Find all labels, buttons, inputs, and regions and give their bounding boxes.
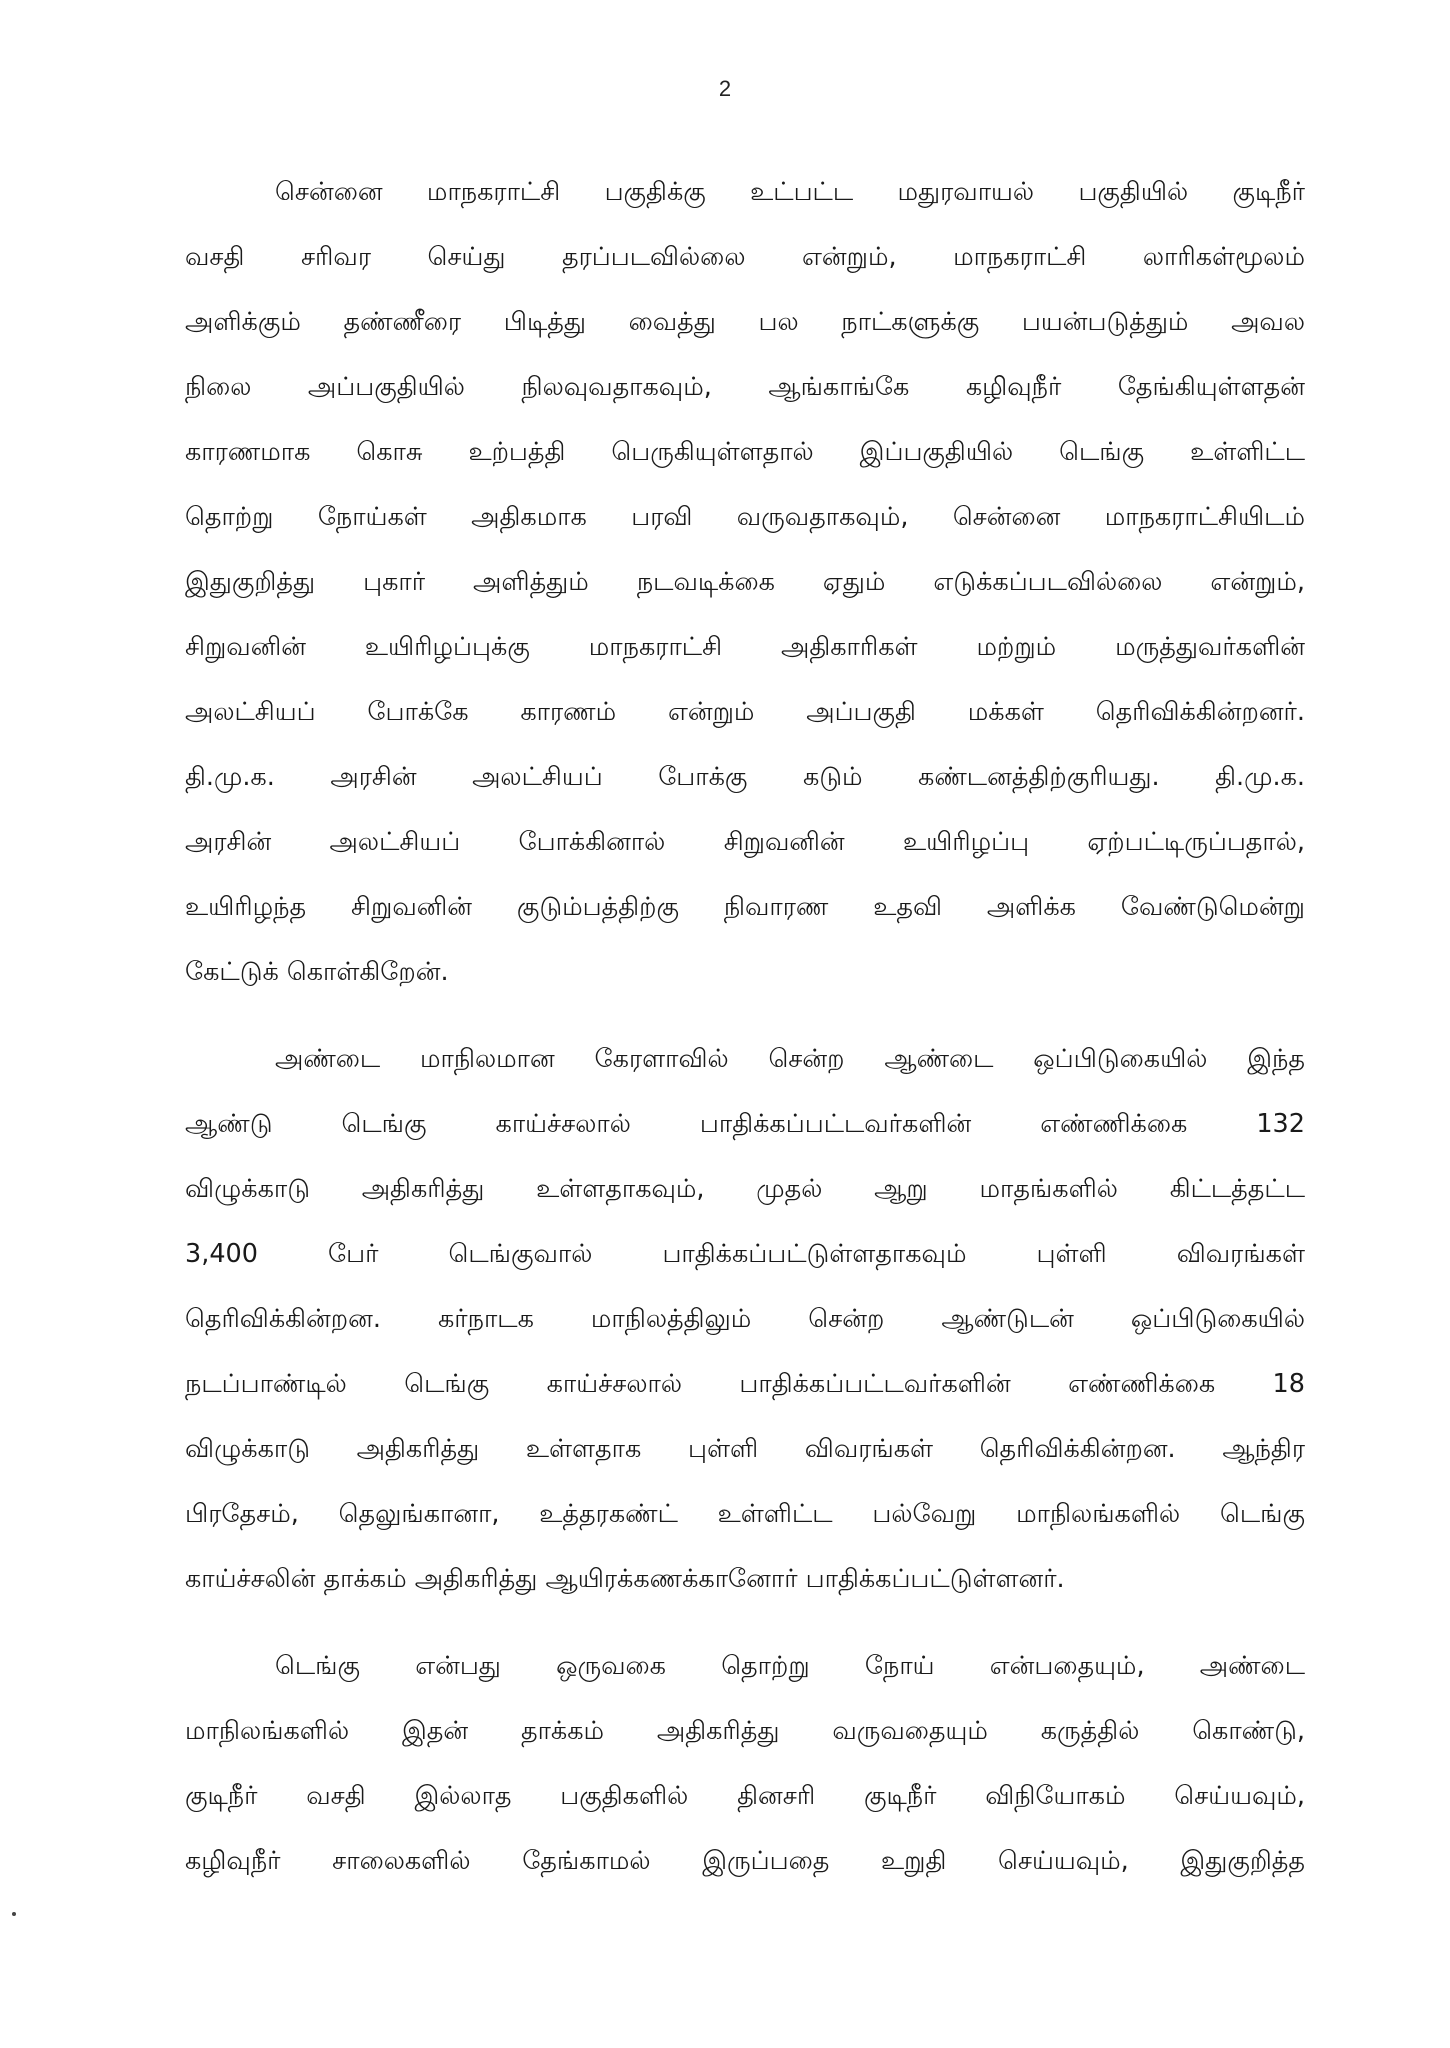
paragraph-2 [185, 1027, 1305, 1612]
text-line: சிறுவனின் உயிரிழப்புக்கு மாநகராட்சி அதிகாரிகள் மற்றும் மருத்துவர்களின் [185, 632, 1305, 662]
text-line: அரசின் அலட்சியப் போக்கினால் சிறுவனின் உயிரிழப்பு ஏற்பட்டிருப்பதால், [185, 827, 1305, 857]
text-line: அளிக்கும் தண்ணீரை பிடித்து வைத்து பல நாட்களுக்கு பயன்படுத்தும் அவல [185, 307, 1305, 337]
text-line: மாநிலங்களில் இதன் தாக்கம் அதிகரித்து வருவதையும் கருத்தில் கொண்டு, [185, 1716, 1305, 1746]
text-line: இதுகுறித்து புகார் அளித்தும் நடவடிக்கை ஏதும் எடுக்கப்படவில்லை என்றும், [185, 567, 1305, 597]
text-line: கேட்டுக் கொள்கிறேன். [185, 957, 449, 987]
text-line: அலட்சியப் போக்கே காரணம் என்றும் அப்பகுதி மக்கள் தெரிவிக்கின்றனர். [185, 697, 1305, 727]
text-line: 3,400 பேர் டெங்குவால் பாதிக்கப்பட்டுள்ளதாகவும் புள்ளி விவரங்கள் [185, 1239, 1305, 1269]
text-line: பிரதேசம், தெலுங்கானா, உத்தரகண்ட் உள்ளிட்ட பல்வேறு மாநிலங்களில் டெங்கு [185, 1499, 1305, 1529]
text-line: விழுக்காடு அதிகரித்து உள்ளதாகவும், முதல் ஆறு மாதங்களில் கிட்டத்தட்ட [185, 1174, 1305, 1204]
text-line: கழிவுநீர் சாலைகளில் தேங்காமல் இருப்பதை உறுதி செய்யவும், இதுகுறித்த [185, 1846, 1305, 1876]
text-line: அண்டை மாநிலமான கேரளாவில் சென்ற ஆண்டை ஒப்பிடுகையில் இந்த [275, 1044, 1305, 1074]
text-line: தி.மு.க. அரசின் அலட்சியப் போக்கு கடும் கண்டனத்திற்குரியது. தி.மு.க. [185, 762, 1305, 792]
body-text [185, 160, 1305, 1894]
text-line: நடப்பாண்டில் டெங்கு காய்ச்சலால் பாதிக்கப்பட்டவர்களின் எண்ணிக்கை 18 [185, 1369, 1305, 1399]
text-line: டெங்கு என்பது ஒருவகை தொற்று நோய் என்பதையும், அண்டை [275, 1651, 1305, 1681]
scan-speck [12, 1912, 16, 1916]
paragraph-3 [185, 1634, 1305, 1894]
text-line: நிலை அப்பகுதியில் நிலவுவதாகவும், ஆங்காங்கே கழிவுநீர் தேங்கியுள்ளதன் [185, 372, 1305, 402]
text-line: காரணமாக கொசு உற்பத்தி பெருகியுள்ளதால் இப்பகுதியில் டெங்கு உள்ளிட்ட [185, 437, 1305, 467]
page-number: 2 [718, 76, 732, 101]
text-line: சென்னை மாநகராட்சி பகுதிக்கு உட்பட்ட மதுரவாயல் பகுதியில் குடிநீர் [275, 177, 1305, 207]
text-line: விழுக்காடு அதிகரித்து உள்ளதாக புள்ளி விவரங்கள் தெரிவிக்கின்றன. ஆந்திர [185, 1434, 1305, 1464]
text-line: உயிரிழந்த சிறுவனின் குடும்பத்திற்கு நிவாரண உதவி அளிக்க வேண்டுமென்று [185, 892, 1305, 922]
text-line: வசதி சரிவர செய்து தரப்படவில்லை என்றும், மாநகராட்சி லாரிகள்மூலம் [185, 242, 1305, 272]
text-line: ஆண்டு டெங்கு காய்ச்சலால் பாதிக்கப்பட்டவர்களின் எண்ணிக்கை 132 [185, 1109, 1305, 1139]
text-line: தொற்று நோய்கள் அதிகமாக பரவி வருவதாகவும், சென்னை மாநகராட்சியிடம் [185, 502, 1305, 532]
paragraph-1 [185, 160, 1305, 1005]
text-line: குடிநீர் வசதி இல்லாத பகுதிகளில் தினசரி குடிநீர் விநியோகம் செய்யவும், [185, 1781, 1305, 1811]
text-line: காய்ச்சலின் தாக்கம் அதிகரித்து ஆயிரக்கணக்கானோர் பாதிக்கப்பட்டுள்ளனர். [185, 1564, 1065, 1594]
text-line: தெரிவிக்கின்றன. கர்நாடக மாநிலத்திலும் சென்ற ஆண்டுடன் ஒப்பிடுகையில் [185, 1304, 1305, 1334]
paragraph-spacer [185, 1005, 1305, 1027]
paragraph-spacer [185, 1612, 1305, 1634]
